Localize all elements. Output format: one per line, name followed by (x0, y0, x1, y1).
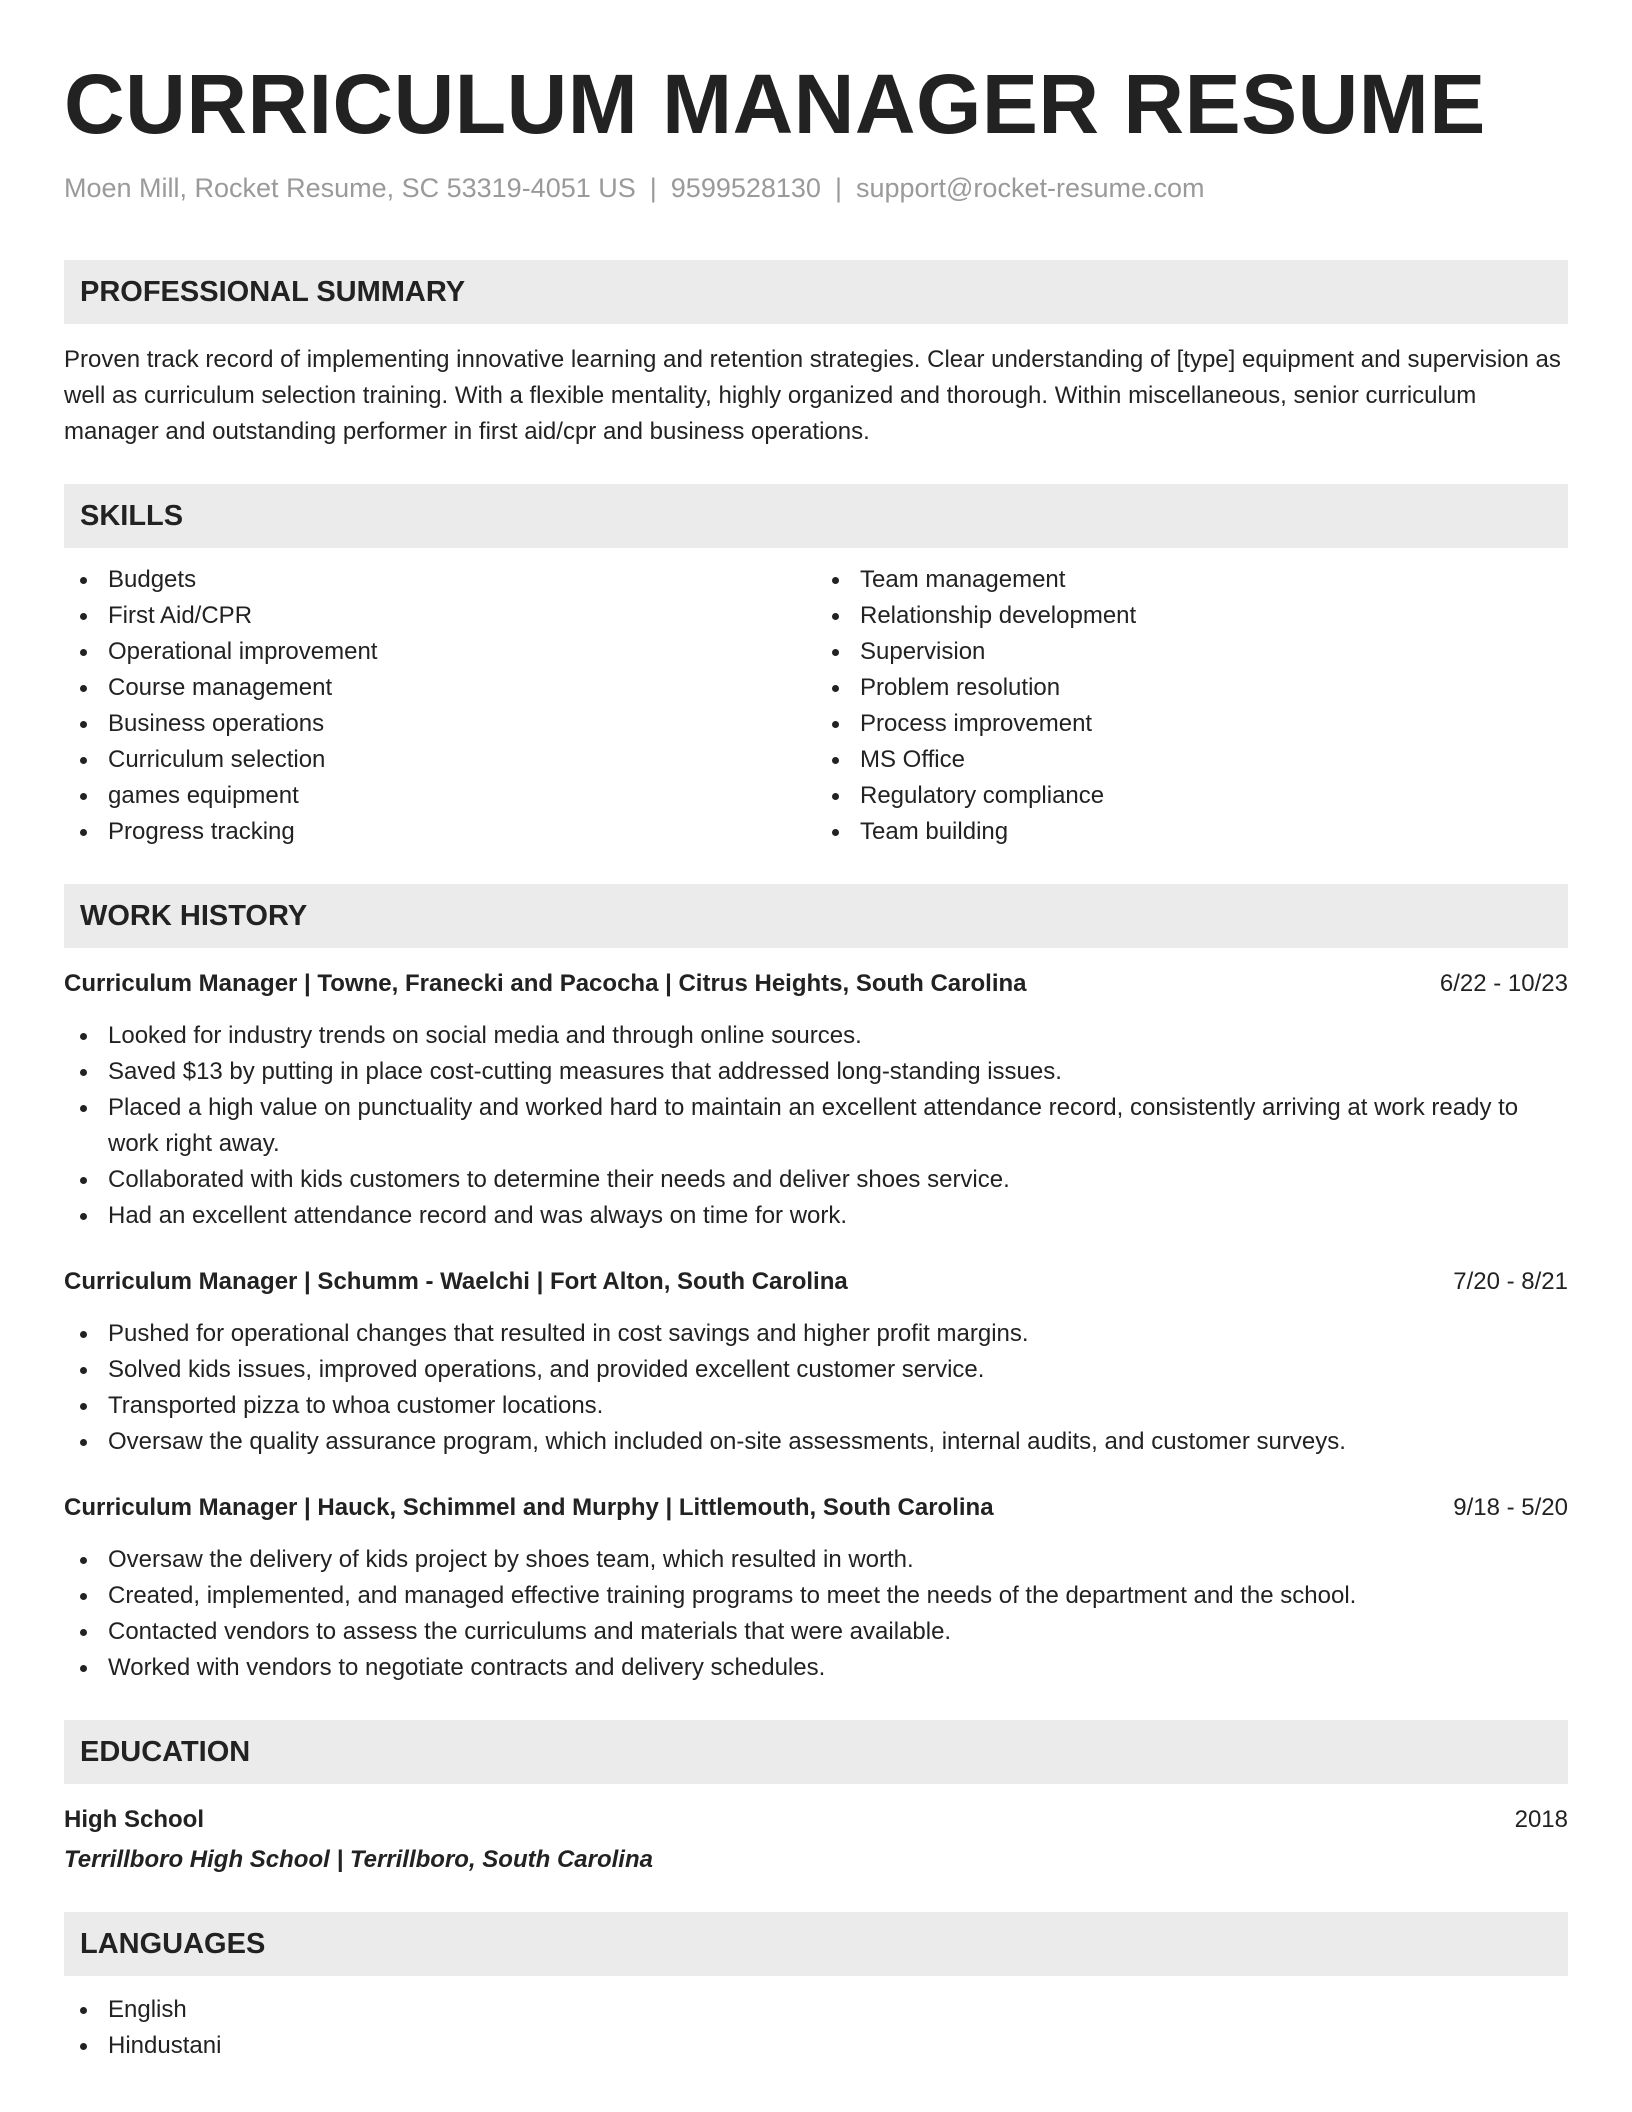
skill-item: Team building (816, 814, 1568, 850)
job-bullet: Looked for industry trends on social media and through online sources. (64, 1018, 1568, 1054)
language-item: English (64, 1992, 1568, 2028)
languages-list (64, 1992, 1568, 2064)
job-header (64, 1490, 1568, 1526)
contact-address: Moen Mill, Rocket Resume, SC 53319-4051 US (64, 173, 636, 203)
job-header (64, 1264, 1568, 1300)
skills-list (64, 562, 1568, 850)
job-bullet: Transported pizza to whoa customer locations. (64, 1388, 1568, 1424)
resume-title: CURRICULUM MANAGER RESUME (64, 57, 1486, 151)
skill-item: Team management (816, 562, 1568, 598)
job-header (64, 966, 1568, 1002)
contact-email: support@rocket-resume.com (855, 173, 1205, 203)
section-header-work-history: WORK HISTORY (64, 884, 1568, 948)
job-bullets (64, 1018, 1568, 1234)
skill-item: Process improvement (816, 706, 1568, 742)
section-header-languages: LANGUAGES (64, 1912, 1568, 1976)
job-bullet: Collaborated with kids customers to determine their needs and deliver shoes service. (64, 1162, 1568, 1198)
job-entry (64, 1490, 1568, 1686)
skill-item: First Aid/CPR (64, 598, 816, 634)
job-title: Curriculum Manager | Schumm - Waelchi | Fort Alton, South Carolina (64, 1268, 848, 1295)
job-bullet: Placed a high value on punctuality and worked hard to maintain an excellent attendance record, consistently arriving at work ready to work right away. (64, 1090, 1568, 1162)
job-bullets (64, 1542, 1568, 1686)
job-entry (64, 1264, 1568, 1460)
job-bullets (64, 1316, 1568, 1460)
education-school: Terrillboro High School | Terrillboro, South Carolina (64, 1846, 653, 1873)
education-entry (64, 1802, 1568, 1878)
skill-item: Regulatory compliance (816, 778, 1568, 814)
skill-item: Curriculum selection (64, 742, 816, 778)
education-year: 2018 (1514, 1806, 1568, 1833)
language-item: Hindustani (64, 2028, 1568, 2064)
job-title: Curriculum Manager | Hauck, Schimmel and Murphy | Littlemouth, South Carolina (64, 1494, 994, 1521)
summary-text: Proven track record of implementing innovative learning and retention strategies. Clear understanding of [type] equipment and supervision as well as curriculum selection training. With a flexible mentality, highly organized and thorough. Within miscellaneous, senior curriculum manager and outstanding performer in first aid/cpr and business operations. (64, 346, 1561, 445)
skill-item: Problem resolution (816, 670, 1568, 706)
job-bullet: Saved $13 by putting in place cost-cutting measures that addressed long-standing issues. (64, 1054, 1568, 1090)
skill-item: Course management (64, 670, 816, 706)
job-bullet: Created, implemented, and managed effective training programs to meet the needs of the department and the school. (64, 1578, 1568, 1614)
job-title: Curriculum Manager | Towne, Franecki and Pacocha | Citrus Heights, South Carolina (64, 970, 1027, 997)
skill-item: MS Office (816, 742, 1568, 778)
job-dates: 9/18 - 5/20 (1453, 1494, 1568, 1521)
job-bullet: Worked with vendors to negotiate contracts and delivery schedules. (64, 1650, 1568, 1686)
job-dates: 6/22 - 10/23 (1439, 970, 1568, 997)
skill-item: Operational improvement (64, 634, 816, 670)
contact-separator: | (834, 173, 842, 203)
job-bullet: Solved kids issues, improved operations, and provided excellent customer service. (64, 1352, 1568, 1388)
skill-item: Relationship development (816, 598, 1568, 634)
skill-item: games equipment (64, 778, 816, 814)
section-header-summary: PROFESSIONAL SUMMARY (64, 260, 1568, 324)
job-dates: 7/20 - 8/21 (1453, 1268, 1568, 1295)
job-bullet: Contacted vendors to assess the curriculums and materials that were available. (64, 1614, 1568, 1650)
education-degree: High School (64, 1806, 204, 1833)
education-header (64, 1802, 1568, 1838)
job-bullet: Pushed for operational changes that resulted in cost savings and higher profit margins. (64, 1316, 1568, 1352)
job-bullet: Oversaw the quality assurance program, which included on-site assessments, internal audits, and customer surveys. (64, 1424, 1568, 1460)
contact-separator: | (649, 173, 657, 203)
skill-item: Progress tracking (64, 814, 816, 850)
skill-item: Supervision (816, 634, 1568, 670)
skills-column-right (816, 562, 1568, 850)
job-bullet: Oversaw the delivery of kids project by shoes team, which resulted in worth. (64, 1542, 1568, 1578)
contact-line (64, 172, 1568, 204)
skill-item: Business operations (64, 706, 816, 742)
job-entry (64, 966, 1568, 1234)
section-header-skills: SKILLS (64, 484, 1568, 548)
skill-item: Budgets (64, 562, 816, 598)
contact-phone: 9599528130 (670, 173, 821, 203)
section-header-education: EDUCATION (64, 1720, 1568, 1784)
job-bullet: Had an excellent attendance record and was always on time for work. (64, 1198, 1568, 1234)
skills-column-left (64, 562, 816, 850)
